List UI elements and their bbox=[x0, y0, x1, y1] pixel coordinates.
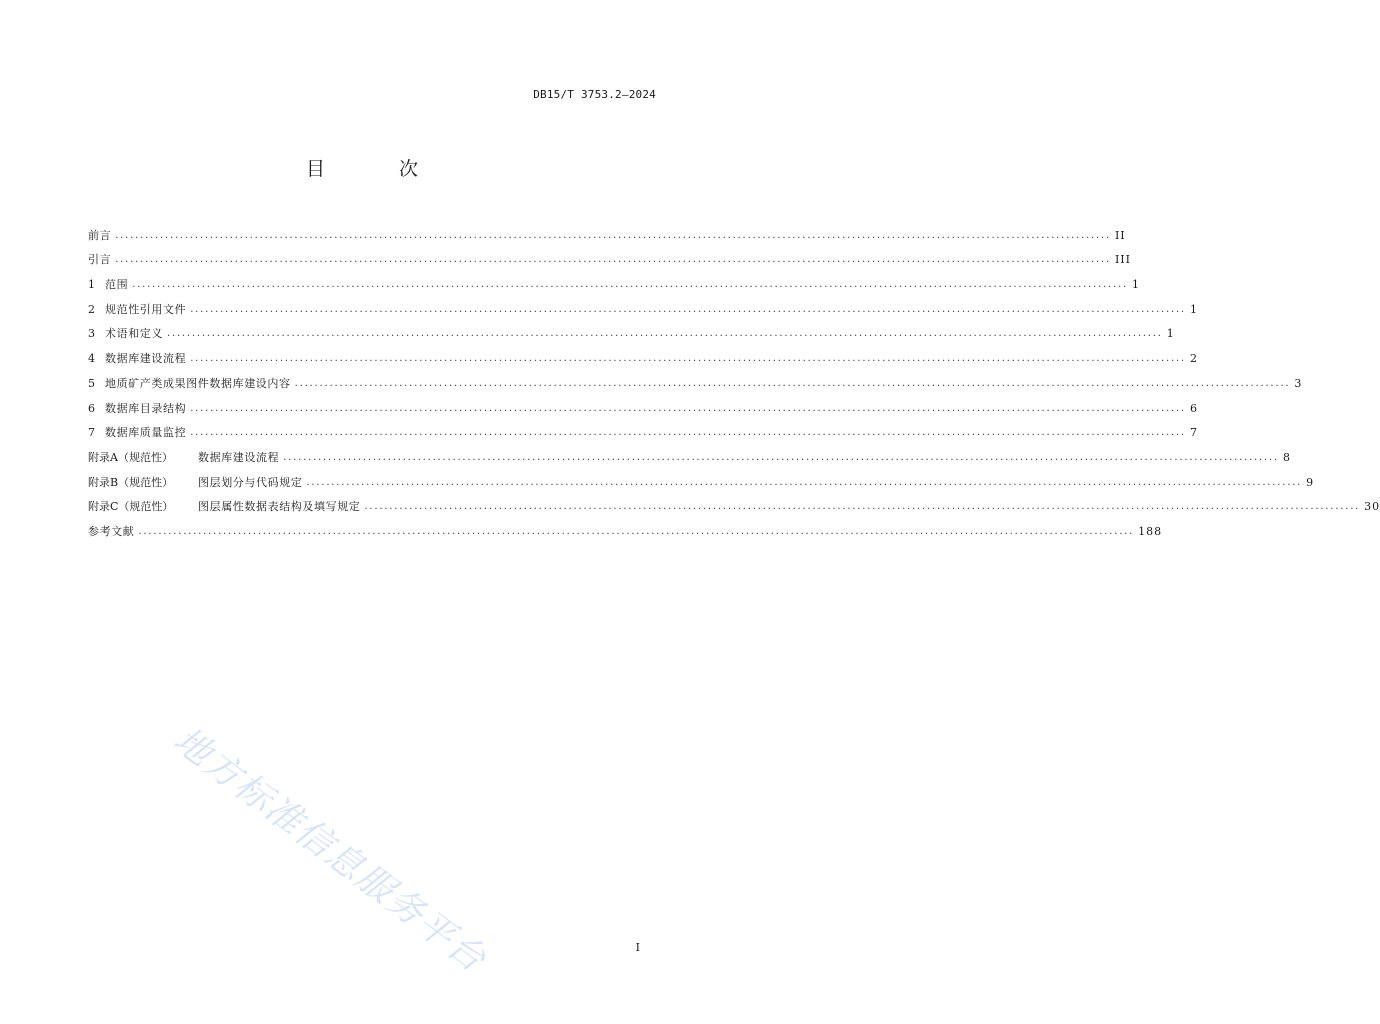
toc-entry[interactable] bbox=[88, 218, 1126, 243]
toc-entry-label: 前言 bbox=[88, 228, 112, 242]
toc-leader-dots: ........................................................................................................................................................................................................ bbox=[364, 501, 1361, 513]
toc-appendix-prefix: 附录C（规范性） bbox=[88, 500, 174, 514]
toc-entry-label: 参考文献 bbox=[88, 524, 135, 538]
toc-entry[interactable] bbox=[88, 267, 1140, 292]
toc-entry-label: 引言 bbox=[88, 253, 112, 267]
toc-entry-number: 6 bbox=[88, 401, 95, 415]
toc-leader-dots: ........................................................................................................................................................................................................ bbox=[132, 279, 1128, 291]
toc-entry-page: 3 bbox=[1294, 376, 1303, 390]
toc-leader-dots: ........................................................................................................................................................................................................ bbox=[190, 303, 1186, 315]
toc-entry-page: 1 bbox=[1166, 327, 1175, 341]
toc-entry[interactable] bbox=[88, 366, 1303, 391]
toc-entry[interactable] bbox=[88, 292, 1198, 317]
toc-entry-number: 1 bbox=[88, 278, 95, 292]
toc-entry-label: 图层划分与代码规定 bbox=[198, 475, 303, 489]
toc-entry-page: 6 bbox=[1189, 401, 1198, 415]
toc-entry-page: 9 bbox=[1306, 475, 1315, 489]
toc-entry[interactable] bbox=[88, 341, 1198, 366]
toc-entry-label: 数据库质量监控 bbox=[105, 426, 187, 440]
toc-leader-dots: ........................................................................................................................................................................................................ bbox=[167, 328, 1163, 340]
toc-entry-number: 3 bbox=[88, 327, 95, 341]
toc-appendix-prefix: 附录A（规范性） bbox=[88, 450, 173, 464]
toc-entry[interactable] bbox=[88, 391, 1198, 416]
toc-entry-number: 7 bbox=[88, 426, 95, 440]
toc-entry-label: 数据库建设流程 bbox=[105, 352, 187, 366]
page-number: I bbox=[635, 941, 640, 954]
toc-entry-page: 2 bbox=[1189, 352, 1198, 366]
toc-leader-dots: ........................................................................................................................................................................................................ bbox=[115, 254, 1111, 266]
toc-title: 目 次 bbox=[305, 158, 453, 180]
toc-entry[interactable] bbox=[88, 317, 1175, 342]
toc-entry[interactable] bbox=[88, 416, 1198, 441]
toc-entry[interactable] bbox=[88, 465, 1315, 490]
toc-entry-page: 8 bbox=[1282, 450, 1291, 464]
toc-leader-dots: ........................................................................................................................................................................................................ bbox=[190, 402, 1186, 414]
toc-entry-page: 1 bbox=[1189, 302, 1198, 316]
toc-leader-dots: ........................................................................................................................................................................................................ bbox=[190, 427, 1186, 439]
toc-leader-dots: ........................................................................................................................................................................................................ bbox=[138, 525, 1135, 537]
toc-entry[interactable] bbox=[88, 490, 1380, 515]
toc-entry-page: 1 bbox=[1131, 278, 1140, 292]
toc-entry-page: 7 bbox=[1189, 426, 1198, 440]
toc-leader-dots: ........................................................................................................................................................................................................ bbox=[115, 229, 1111, 241]
toc-leader-dots: ........................................................................................................................................................................................................ bbox=[294, 377, 1291, 389]
toc-entry-label: 图层属性数据表结构及填写规定 bbox=[198, 500, 361, 514]
toc-leader-dots: ........................................................................................................................................................................................................ bbox=[306, 476, 1303, 488]
toc-entry-page: III bbox=[1114, 253, 1131, 267]
toc-entry-number: 4 bbox=[88, 352, 95, 366]
toc-entry[interactable] bbox=[88, 514, 1163, 539]
toc-entry[interactable] bbox=[88, 243, 1131, 268]
toc-entry-label: 规范性引用文件 bbox=[105, 302, 187, 316]
toc-entry-label: 术语和定义 bbox=[105, 327, 163, 341]
toc-entry-page: 188 bbox=[1138, 524, 1163, 538]
toc-list bbox=[88, 218, 1380, 539]
toc-leader-dots: ........................................................................................................................................................................................................ bbox=[283, 451, 1279, 463]
document-code: DB15/T 3753.2—2024 bbox=[533, 88, 656, 101]
toc-entry-page: 30 bbox=[1364, 500, 1380, 514]
toc-entry-number: 2 bbox=[88, 302, 95, 316]
toc-entry-label: 地质矿产类成果图件数据库建设内容 bbox=[105, 376, 291, 390]
toc-entry[interactable] bbox=[88, 440, 1291, 465]
toc-appendix-prefix: 附录B（规范性） bbox=[88, 475, 174, 489]
toc-entry-label: 数据库目录结构 bbox=[105, 401, 187, 415]
toc-entry-label: 范围 bbox=[105, 278, 129, 292]
toc-entry-label: 数据库建设流程 bbox=[198, 450, 280, 464]
toc-entry-number: 5 bbox=[88, 376, 95, 390]
watermark-text: 地方标准信息服务平台 bbox=[165, 719, 495, 981]
toc-leader-dots: ........................................................................................................................................................................................................ bbox=[190, 353, 1186, 365]
toc-entry-page: II bbox=[1114, 228, 1126, 242]
